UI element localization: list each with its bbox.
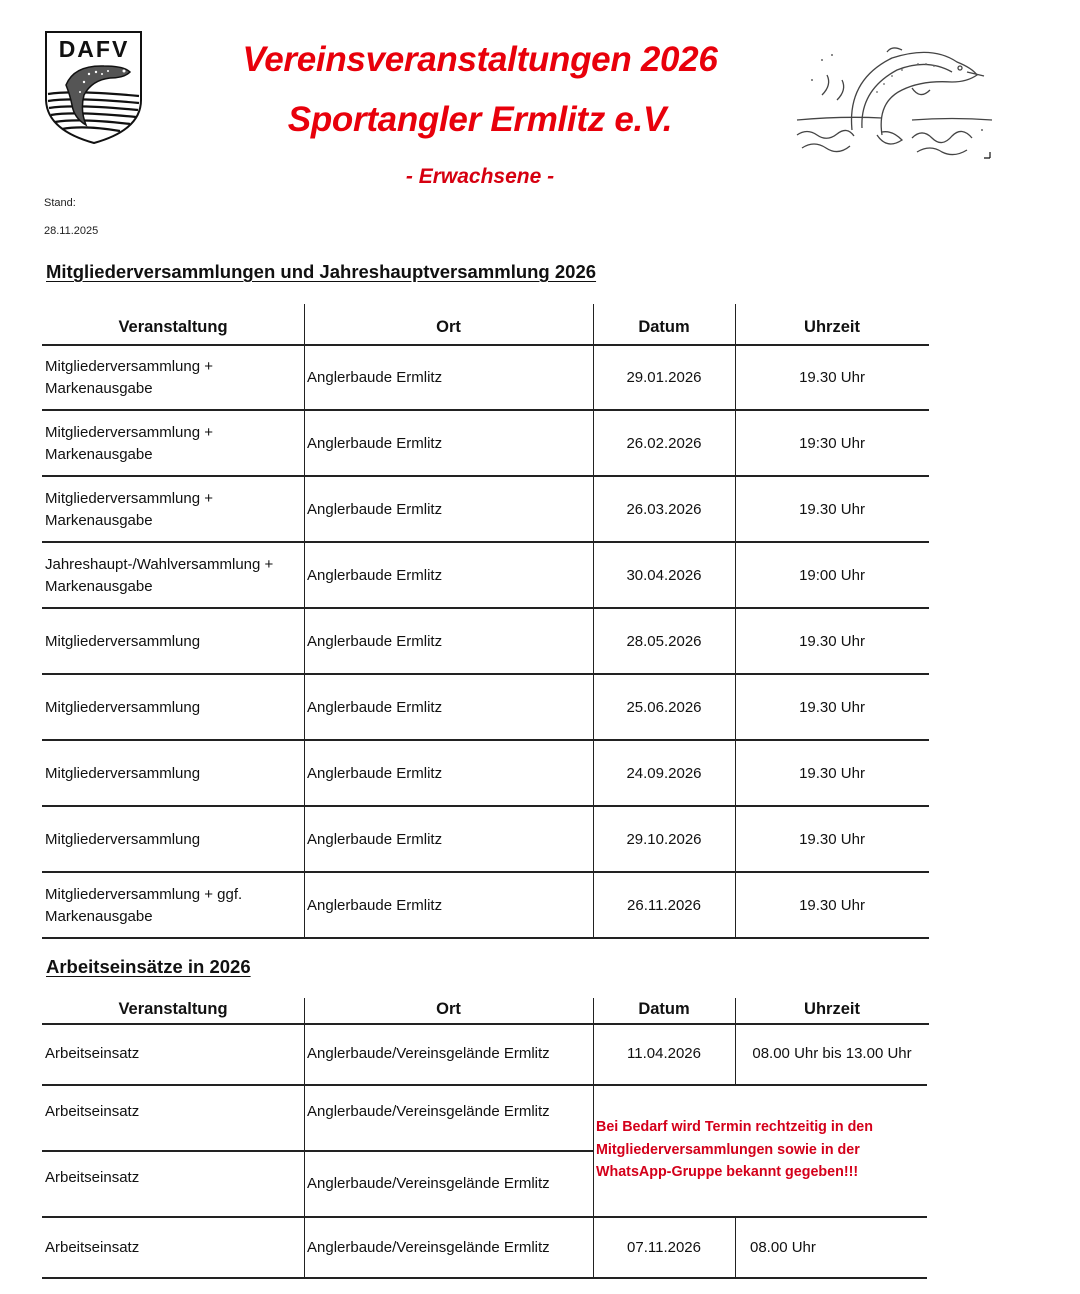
cell-datum: 11.04.2026 [627, 1045, 701, 1062]
cell-ort: Anglerbaude Ermlitz [307, 435, 443, 452]
cell-veranstaltung: Mitgliederversammlung + Markenausgabe [45, 358, 213, 397]
cell-uhrzeit: 08.00 Uhr bis 13.00 Uhr [752, 1045, 912, 1062]
cell-uhrzeit: 19.30 Uhr [799, 897, 865, 914]
cell-datum: 07.11.2026 [627, 1238, 701, 1256]
cell-veranstaltung: Mitgliederversammlung + ggf. Markenausgabe [45, 886, 243, 925]
column-header-3: Uhrzeit [804, 318, 860, 336]
work-note: Bei Bedarf wird Termin rechtzeitig in den Mitgliederversammlungen sowie in der WhatsApp-Gruppe bekannt gegeben!!! [596, 1119, 873, 1180]
cell-veranstaltung: Arbeitseinsatz [45, 1238, 140, 1256]
column-header-1: Ort [436, 318, 461, 336]
cell-uhrzeit: 19.30 Uhr [799, 765, 865, 782]
stand-label: Stand: [44, 197, 76, 209]
cell-uhrzeit: 19:30 Uhr [799, 435, 865, 452]
column-header-1: Ort [436, 1000, 461, 1018]
cell-uhrzeit: 08.00 Uhr [750, 1238, 816, 1256]
cell-veranstaltung: Mitgliederversammlung [45, 633, 201, 650]
stand-date: 28.11.2025 [44, 225, 99, 237]
cell-ort: Anglerbaude Ermlitz [307, 897, 443, 914]
row-rule [42, 1277, 927, 1279]
cell-veranstaltung: Mitgliederversammlung [45, 765, 201, 782]
page-title: Vereinsveranstaltungen 2026 [242, 40, 718, 79]
dafv-shield-logo [44, 30, 144, 145]
cell-datum: 26.03.2026 [626, 501, 702, 518]
row-rule [42, 739, 929, 741]
cell-veranstaltung: Mitgliederversammlung [45, 699, 201, 716]
cell-veranstaltung: Mitgliederversammlung + Markenausgabe [45, 490, 213, 529]
cell-datum: 29.01.2026 [626, 369, 702, 386]
club-name: Sportangler Ermlitz e.V. [287, 100, 673, 139]
row-rule [42, 475, 929, 477]
column-header-0: Veranstaltung [118, 318, 228, 336]
cell-ort: Anglerbaude Ermlitz [307, 567, 443, 584]
column-header-2: Datum [638, 1000, 690, 1018]
cell-ort: Anglerbaude/Vereinsgelände Ermlitz [307, 1103, 550, 1120]
row-rule [42, 871, 929, 873]
cell-uhrzeit: 19.30 Uhr [799, 831, 865, 848]
cell-uhrzeit: 19.30 Uhr [799, 699, 865, 716]
row-rule [42, 937, 929, 939]
cell-datum: 26.11.2026 [627, 897, 701, 914]
cell-veranstaltung: Mitgliederversammlung [45, 831, 201, 848]
column-divider [304, 304, 305, 938]
row-rule [42, 673, 929, 675]
column-header-3: Uhrzeit [804, 1000, 860, 1018]
cell-ort: Anglerbaude/Vereinsgelände Ermlitz [307, 1238, 550, 1256]
cell-datum: 26.02.2026 [626, 435, 702, 452]
cell-veranstaltung: Mitgliederversammlung + Markenausgabe [45, 424, 213, 463]
svg-text:DAFV: DAFV [58, 36, 130, 62]
cell-ort: Anglerbaude/Vereinsgelände Ermlitz [307, 1175, 550, 1192]
section-heading-work: Arbeitseinsätze in 2026 [46, 956, 251, 977]
cell-veranstaltung: Jahreshaupt-/Wahlversammlung + Markenausgabe [45, 556, 274, 595]
cell-uhrzeit: 19:00 Uhr [799, 567, 865, 584]
cell-veranstaltung: Arbeitseinsatz [45, 1045, 140, 1062]
row-rule [42, 409, 929, 411]
jumping-trout-illustration [792, 40, 1002, 160]
column-header-0: Veranstaltung [118, 1000, 228, 1018]
column-divider [304, 998, 305, 1278]
section-heading-meetings: Mitgliederversammlungen und Jahreshauptversammlung 2026 [46, 261, 597, 282]
cell-datum: 25.06.2026 [626, 699, 702, 716]
cell-ort: Anglerbaude/Vereinsgelände Ermlitz [307, 1045, 550, 1062]
cell-ort: Anglerbaude Ermlitz [307, 765, 443, 782]
row-rule [42, 805, 929, 807]
row-rule [42, 607, 929, 609]
cell-uhrzeit: 19.30 Uhr [799, 369, 865, 386]
audience-subtitle: - Erwachsene - [405, 165, 555, 188]
cell-ort: Anglerbaude Ermlitz [307, 699, 443, 716]
row-rule [42, 541, 929, 543]
cell-uhrzeit: 19.30 Uhr [799, 501, 865, 518]
cell-ort: Anglerbaude Ermlitz [307, 633, 443, 650]
cell-ort: Anglerbaude Ermlitz [307, 831, 443, 848]
column-divider [735, 1217, 736, 1278]
cell-veranstaltung: Arbeitseinsatz [45, 1169, 140, 1186]
column-header-2: Datum [638, 318, 690, 336]
cell-ort: Anglerbaude Ermlitz [307, 369, 443, 386]
cell-ort: Anglerbaude Ermlitz [307, 501, 443, 518]
cell-datum: 28.05.2026 [626, 633, 702, 650]
cell-uhrzeit: 19.30 Uhr [799, 633, 865, 650]
cell-datum: 30.04.2026 [626, 567, 702, 584]
cell-veranstaltung: Arbeitseinsatz [45, 1103, 140, 1120]
cell-datum: 24.09.2026 [626, 765, 702, 782]
cell-datum: 29.10.2026 [626, 831, 702, 848]
